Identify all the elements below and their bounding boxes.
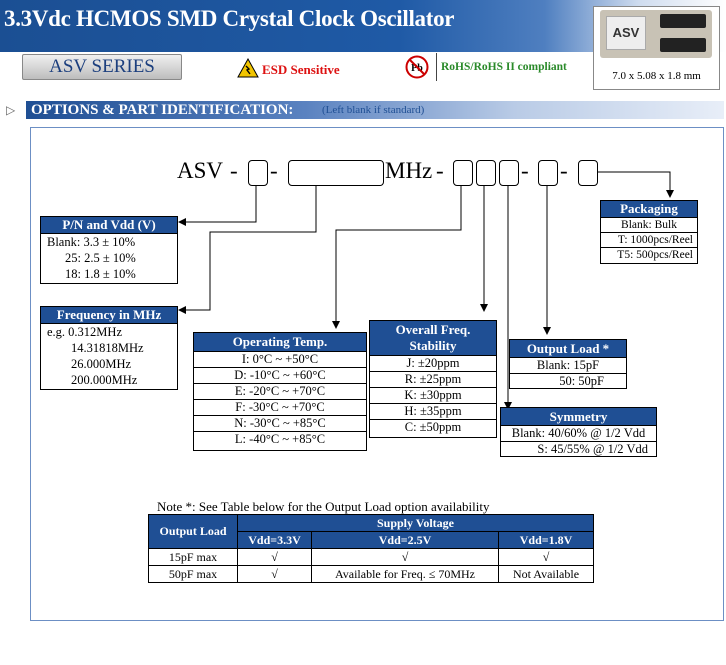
package-dimensions: 7.0 x 5.08 x 1.8 mm xyxy=(612,70,701,82)
operating-temp-row: E: -20°C ~ +70°C xyxy=(194,383,366,399)
stability-title-line2: Stability xyxy=(409,338,457,353)
pn-vdd-row: Blank: 3.3 ± 10% xyxy=(41,233,177,250)
operating-temp-row: N: -30°C ~ +85°C xyxy=(194,415,366,431)
pn-vdd-box xyxy=(40,216,178,284)
pn-dash: - xyxy=(436,158,444,183)
rohs-label: RoHS/RoHS II compliant xyxy=(441,61,567,73)
series-badge: ASV SERIES xyxy=(22,54,182,80)
table-cell: √ xyxy=(238,549,312,566)
stability-box xyxy=(369,320,497,438)
table-row xyxy=(149,549,594,566)
table-header-supply-voltage: Supply Voltage xyxy=(238,515,594,532)
frequency-row: e.g. 0.312MHz xyxy=(41,323,177,340)
stability-row: J: ±20ppm xyxy=(370,355,496,371)
pn-prefix: ASV xyxy=(177,158,224,183)
table-header-vdd: Vdd=2.5V xyxy=(312,532,499,549)
symmetry-row: Blank: 40/60% @ 1/2 Vdd xyxy=(501,425,656,441)
table-cell: 15pF max xyxy=(149,549,238,566)
packaging-row: T5: 500pcs/Reel xyxy=(601,247,697,262)
symmetry-box xyxy=(500,407,657,457)
table-row xyxy=(149,566,594,583)
table-cell: √ xyxy=(238,566,312,583)
symmetry-title: Symmetry xyxy=(501,408,656,425)
table-cell: Not Available xyxy=(499,566,594,583)
pb-mark: Pb xyxy=(411,63,423,74)
pn-dash: - xyxy=(230,158,238,183)
operating-temp-row: L: -40°C ~ +85°C xyxy=(194,431,366,447)
packaging-row: Blank: Bulk xyxy=(601,217,697,232)
operating-temp-row: F: -30°C ~ +70°C xyxy=(194,399,366,415)
table-header-output-load: Output Load xyxy=(149,515,238,549)
section-arrow-icon: ▷ xyxy=(6,103,16,117)
frequency-box xyxy=(40,306,178,390)
stability-row: K: ±30ppm xyxy=(370,387,496,403)
pn-dash: - xyxy=(270,158,278,183)
output-load-note: Note *: See Table below for the Output Load option availability xyxy=(157,499,490,514)
stability-row: H: ±35ppm xyxy=(370,403,496,419)
table-cell: 50pF max xyxy=(149,566,238,583)
chip-label: ASV xyxy=(606,16,646,50)
pn-dash: - xyxy=(560,158,568,183)
frequency-row: 14.31818MHz xyxy=(71,341,144,355)
frequency-row: 26.000MHz xyxy=(71,357,132,371)
stability-title xyxy=(370,321,496,355)
operating-temp-title: Operating Temp. xyxy=(194,333,366,351)
stability-row: R: ±25ppm xyxy=(370,371,496,387)
stability-title-line1: Overall Freq. xyxy=(395,322,471,337)
pn-vdd-row: 25: 2.5 ± 10% xyxy=(65,251,136,265)
operating-temp-row: D: -10°C ~ +60°C xyxy=(194,367,366,383)
table-cell: Available for Freq. ≤ 70MHz xyxy=(312,566,499,583)
packaging-title: Packaging xyxy=(601,201,697,217)
packaging-box xyxy=(600,200,698,264)
frequency-title: Frequency in MHz xyxy=(41,307,177,323)
output-load-row: 50: 50pF xyxy=(510,373,626,389)
frequency-row: 200.000MHz xyxy=(71,373,138,387)
pn-dash: - xyxy=(521,158,529,183)
pn-unit: MHz xyxy=(385,158,433,183)
esd-label: ESD Sensitive xyxy=(262,62,340,77)
output-load-box xyxy=(509,339,627,389)
output-load-table xyxy=(148,514,594,583)
operating-temp-row: I: 0°C ~ +50°C xyxy=(194,351,366,367)
pn-vdd-row: 18: 1.8 ± 10% xyxy=(65,267,136,281)
symmetry-row: S: 45/55% @ 1/2 Vdd xyxy=(501,441,656,457)
pn-vdd-title: P/N and Vdd (V) xyxy=(41,217,177,233)
table-header-vdd: Vdd=1.8V xyxy=(499,532,594,549)
stability-row: C: ±50ppm xyxy=(370,419,496,435)
section-subtitle: (Left blank if standard) xyxy=(322,104,425,116)
output-load-row: Blank: 15pF xyxy=(510,357,626,373)
table-cell: √ xyxy=(312,549,499,566)
operating-temp-box xyxy=(193,332,367,451)
table-cell: √ xyxy=(499,549,594,566)
page-title: 3.3Vdc HCMOS SMD Crystal Clock Oscillator xyxy=(4,6,455,31)
packaging-row: T: 1000pcs/Reel xyxy=(601,232,697,247)
table-header-vdd: Vdd=3.3V xyxy=(238,532,312,549)
section-title: OPTIONS & PART IDENTIFICATION: xyxy=(31,102,294,118)
output-load-title: Output Load * xyxy=(510,340,626,357)
